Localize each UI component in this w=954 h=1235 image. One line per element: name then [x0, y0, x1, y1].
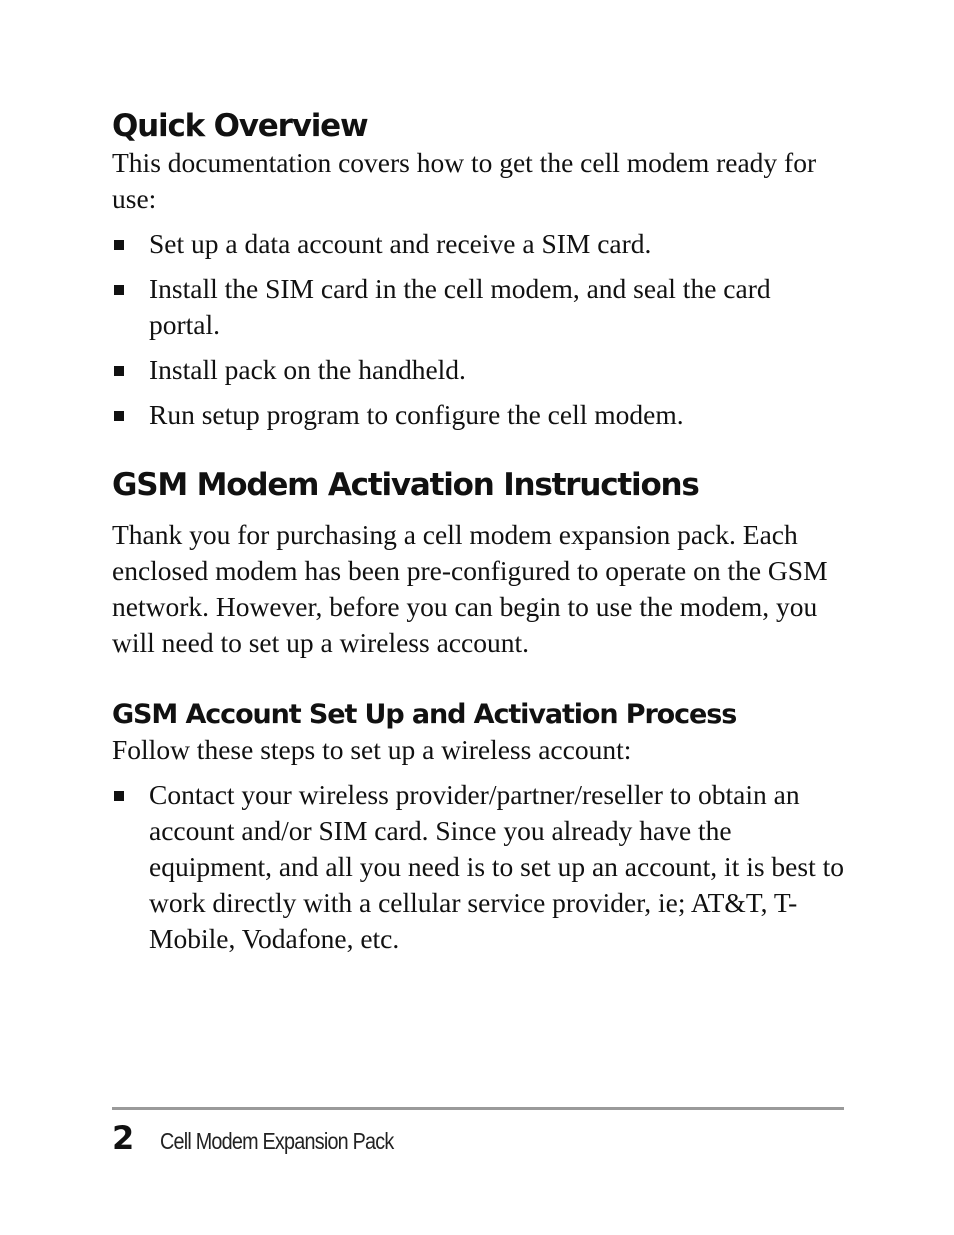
list-item-text: Install pack on the handheld.	[149, 354, 466, 386]
list-item-text: Run setup program to configure the cell modem.	[149, 399, 684, 431]
square-bullet-icon	[114, 285, 124, 295]
quick-overview-list	[112, 226, 844, 433]
list-item	[112, 397, 844, 433]
list-item-text: Install the SIM card in the cell modem, and seal the card portal.	[149, 273, 771, 341]
footer-title: Cell Modem Expansion Pack	[160, 1128, 394, 1154]
list-item	[112, 226, 844, 262]
footer-divider	[112, 1107, 844, 1110]
gsm-activation-body: Thank you for purchasing a cell modem expansion pack. Each enclosed modem has been pre-configured to operate on the GSM network. However, before you can begin to use the modem, you will need to set up a wireless account.	[112, 519, 828, 659]
account-setup-heading: GSM Account Set Up and Activation Process	[112, 699, 737, 731]
document-page	[112, 100, 844, 957]
square-bullet-icon	[114, 366, 124, 376]
list-item	[112, 352, 844, 388]
gsm-activation-heading: GSM Modem Activation Instructions	[112, 467, 699, 504]
list-item-text: Set up a data account and receive a SIM card.	[149, 228, 652, 260]
page-number: 2	[112, 1119, 135, 1157]
list-item-text: Contact your wireless provider/partner/reseller to obtain an account and/or SIM card. Since you already have the equipment, and all you need is to set up an account, it is best to work directly with a cellular service provider, ie; AT&T, T-Mobile, Vodafone, etc.	[149, 778, 844, 954]
square-bullet-icon	[114, 791, 124, 801]
quick-overview-heading: Quick Overview	[112, 108, 368, 144]
quick-overview-intro: This documentation covers how to get the cell modem ready for use:	[112, 147, 817, 215]
account-setup-list	[112, 777, 844, 957]
square-bullet-icon	[114, 240, 124, 250]
list-item	[112, 777, 844, 957]
list-item	[112, 271, 844, 343]
account-setup-intro: Follow these steps to set up a wireless account:	[112, 733, 632, 765]
square-bullet-icon	[114, 411, 124, 421]
